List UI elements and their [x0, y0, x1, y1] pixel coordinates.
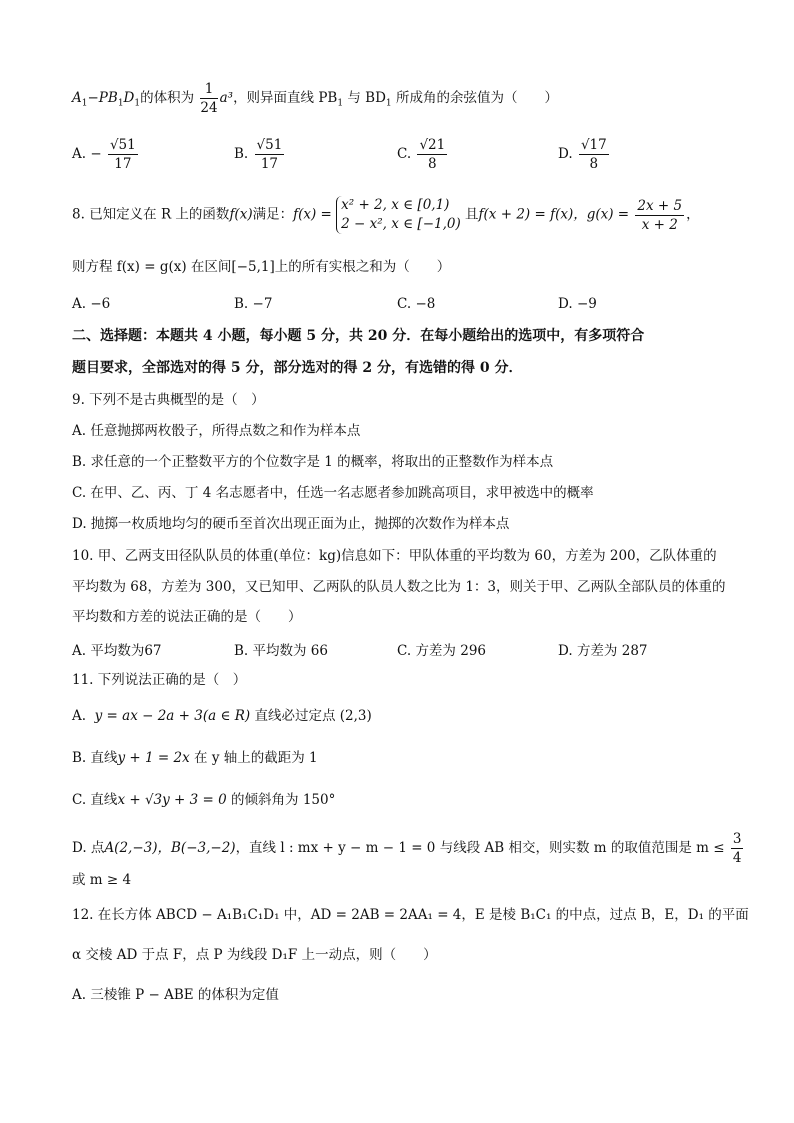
q9-option-d: D. 抛掷一枚质地均匀的硬币至首次出现正面为止，抛掷的次数作为样本点: [72, 516, 510, 532]
q10-line1: 10. 甲、乙两支田径队队员的体重(单位：kg)信息如下：甲队体重的平均数为 60，方差为 200，乙队体重的: [72, 548, 717, 564]
q8-number: 8.: [72, 206, 85, 223]
q10-line3: 平均数和方差的说法正确的是（ ）: [72, 609, 302, 625]
q12-line1: 12. 在长方体 ABCD − A₁B₁C₁D₁ 中，AD = 2AB = 2AA₁ = 4，E 是棱 B₁C₁ 的中点，过点 B，E，D₁ 的平面: [72, 907, 749, 923]
q11-option-a: A. y = ax − 2a + 3(a ∈ R) 直线必过定点 (2,3): [72, 708, 372, 724]
q8-fx: f(x): [229, 206, 253, 223]
q11-stem: 11. 下列说法正确的是（ ）: [72, 672, 247, 688]
q8-case-1: x² + 2, x ∈ [0,1): [341, 197, 450, 213]
q8-text-a: 已知定义在 R 上的函数: [89, 206, 230, 223]
q8-option-b: B. −7: [234, 296, 273, 312]
q12-option-a: A. 三棱锥 P − ABE 的体积为定值: [72, 987, 279, 1003]
q8-piecewise: [336, 196, 461, 234]
q9-option-a: A. 任意抛掷两枚骰子，所得点数之和作为样本点: [72, 423, 361, 439]
q7-stem-tail: $A_1-PB_1D_1$的体积为 $\frac{1}{24}$ a³，则异面直线 $PB_1$ 与 $BD_1$ 所成角的余弦值为（ ）: [72, 81, 558, 116]
section2-heading-line2: 题目要求，全部选对的得 5 分，部分选对的得 2 分，有选错的得 0 分．: [72, 360, 523, 376]
q11-option-d-line2: 或 m ≥ 4: [72, 872, 132, 888]
q7-option-c: C. $\frac{√21}{8}$: [397, 137, 446, 172]
q7-text-rest: ，则异面直线 PB: [233, 90, 338, 106]
q9-stem: 9. 下列不是古典概型的是（ ）: [72, 392, 265, 408]
q8-stem: 8. 已知定义在 R 上的函数f(x)满足：f(x) = x² + 2, x ∈ [0,1) 2 − x², x ∈ [−1,0) 且f(x + 2) = f(x)，g(x) = $\frac{2x + 5}{x + 2}$ ，: [72, 197, 700, 233]
q7-text-rest2: 与 BD: [343, 90, 386, 106]
q7-volume-fraction: [200, 80, 217, 117]
q8-option-d: D. −9: [558, 296, 597, 312]
q12-line2: α 交棱 AD 于点 F，点 P 为线段 D₁F 上一动点，则（ ）: [72, 947, 437, 963]
q7-term-pb: −PB: [87, 90, 118, 106]
q10-option-c: C. 方差为 296: [397, 643, 486, 659]
q7-frac-den: 24: [200, 100, 218, 116]
q7-term-a: A: [72, 90, 82, 106]
q8-gx: ，g(x) =: [573, 206, 630, 223]
q8-text-b: 满足：: [252, 206, 294, 223]
q10-line2: 平均数为 68，方差为 300，又已知甲、乙两队的队员人数之比为 1：3，则关于甲、乙两队全部队员的体重的: [72, 579, 726, 595]
q9-option-c: C. 在甲、乙、丙、丁 4 名志愿者中，任选一名志愿者参加跳高项目，求甲被选中的概率: [72, 485, 594, 501]
q7-option-b: B. $\frac{√51}{17}$: [234, 137, 283, 172]
q11-d-fraction: $\frac{3}{4}$: [732, 831, 742, 866]
q8-fx-def: f(x) =: [293, 206, 332, 223]
section2-heading-line1: 二、选择题：本题共 4 小题，每小题 5 分，共 20 分．在每小题给出的选项中，有多项符合: [72, 328, 645, 344]
q8-text-c: 且: [465, 206, 479, 223]
q7-option-a: A. − $\frac{√51}{17}$: [72, 137, 136, 172]
q8-option-a: A. −6: [72, 296, 111, 312]
q8-case-2: 2 − x², x ∈ [−1,0): [341, 216, 461, 232]
q10-option-a: A. 平均数为67: [72, 643, 162, 659]
q11-option-c: C. 直线x + √3y + 3 = 0 的倾斜角为 150°: [72, 792, 336, 808]
q7-term-d: D: [123, 90, 135, 106]
q9-option-b: B. 求任意的一个正整数平方的个位数字是 1 的概率，将取出的正整数作为样本点: [72, 454, 554, 470]
q7-text-rest3: 所成角的余弦值为（ ）: [391, 90, 558, 106]
q8-condition: f(x + 2) = f(x): [478, 206, 574, 223]
q8-g-fraction: $\frac{2x + 5}{x + 2}$: [637, 197, 683, 233]
q7-volume-text: 的体积为: [140, 90, 195, 106]
q11-option-b: B. 直线y + 1 = 2x 在 y 轴上的截距为 1: [72, 750, 318, 766]
q8-option-c: C. −8: [397, 296, 436, 312]
q8-line2: 则方程 f(x) = g(x) 在区间[−5,1]上的所有实根之和为（ ）: [72, 259, 451, 275]
q11-option-d: D. 点A(2,−3)，B(−3,−2)，直线 l : mx + y − m − 1 = 0 与线段 AB 相交，则实数 m 的取值范围是 m ≤ $\frac{3}{4}$: [72, 831, 742, 866]
q10-option-b: B. 平均数为 66: [234, 643, 328, 659]
q7-frac-num: 1: [200, 80, 217, 99]
q10-option-d: D. 方差为 287: [558, 643, 648, 659]
q7-a-cubed: a³: [219, 90, 234, 106]
q7-option-d: D. $\frac{√17}{8}$: [558, 137, 607, 172]
